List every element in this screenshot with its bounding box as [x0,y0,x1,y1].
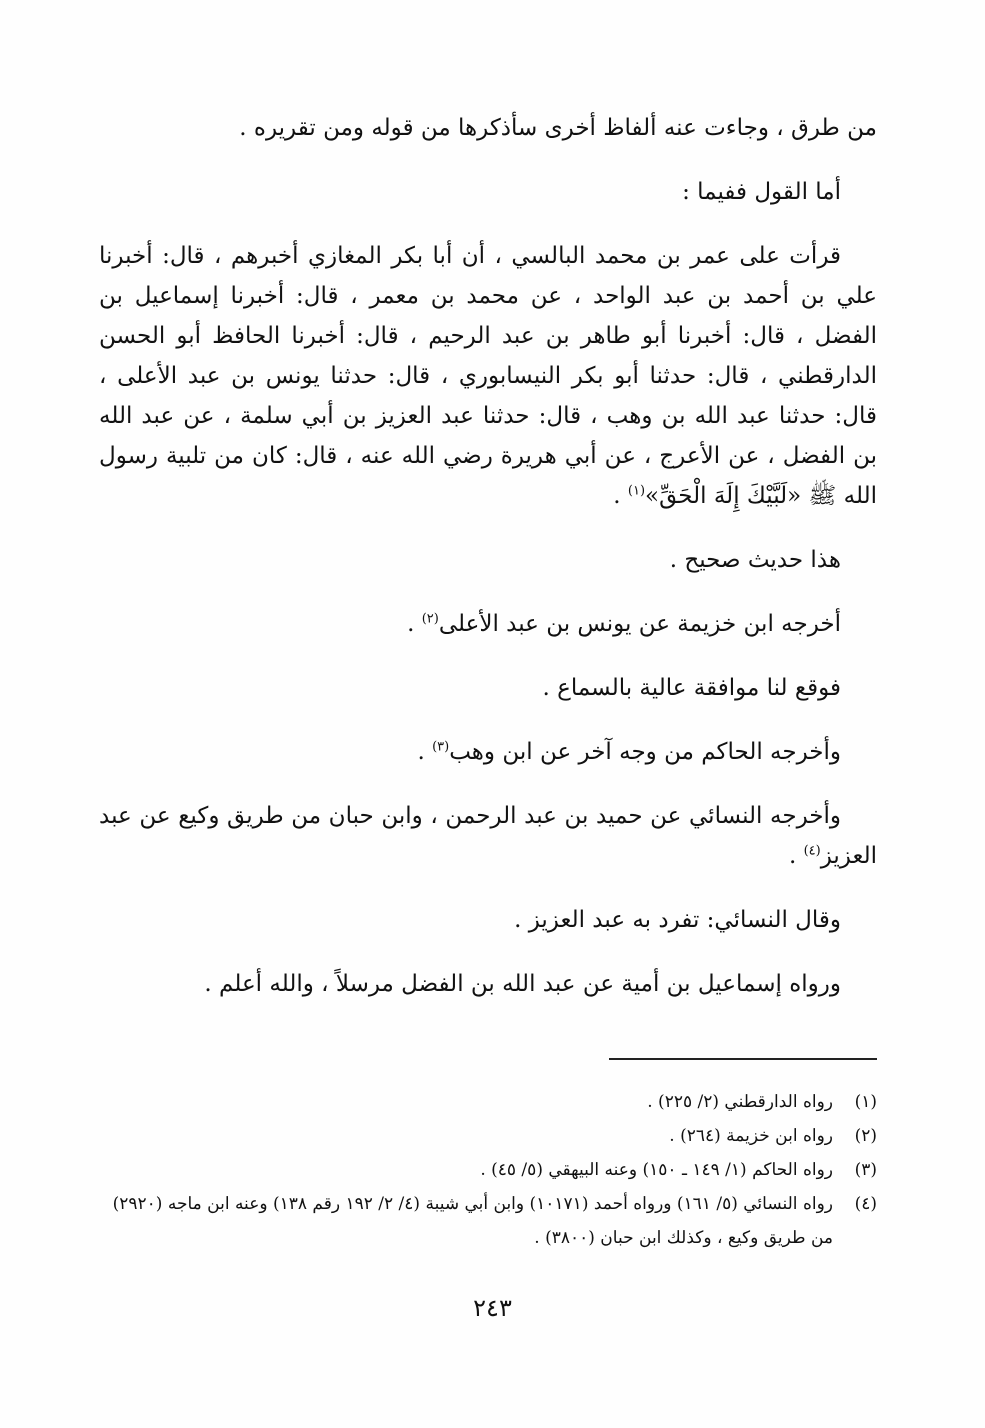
paragraph-ibn-khuzayma [99,604,877,644]
footnote-text: رواه النسائي (٥/ ١٦١) ورواه أحمد (١٠١٧١) وابن أبي شيبة (٤/ ٢/ ١٩٢ رقم ١٣٨) وعنه ابن ماجه (٢٩٢٠) من طريق وكيع ، وكذلك ابن حبان (٣٨٠٠) . [112,1194,833,1248]
paragraph-tail: . [788,843,804,869]
paragraph-text: وقال النسائي: تفرد به عبد العزيز . [514,907,841,933]
paragraph-mursal [99,964,877,1004]
paragraph-hukm [99,540,877,580]
paragraph-text: ورواه إسماعيل بن أمية عن عبد الله بن الفضل مرسلاً ، والله أعلم . [204,971,841,997]
footnotes-section [99,1085,877,1255]
footnote-text: رواه ابن خزيمة (٢٦٤) . [669,1126,833,1146]
footnote-marker-2[interactable]: (٢) [421,611,439,627]
main-text [99,108,877,1028]
paragraph-text: وأخرجه الحاكم من وجه آخر عن ابن وهب [449,739,841,765]
footnote-marker-1[interactable]: (١) [627,483,646,499]
paragraph-text: قرأت على عمر بن محمد البالسي ، أن أبا بكر المغازي أخبرهم ، قال: أخبرنا علي بن أحمد بن عبد الواحد ، عن محمد بن معمر ، قال: أخبرنا إسماعيل بن الفضل ، قال: أخبرنا أبو طاهر بن عبد الرحيم ، قال: أخبرنا الحافظ أبو الحسن الدارقطني ، قال: حدثنا أبو بكر النيسابوري ، قال: حدثنا يونس بن عبد الأعلى ، قال: حدثنا عبد الله بن وهب ، قال: حدثنا عبد العزيز بن أبي سلمة ، عن عبد الله بن الفضل ، عن الأعرج ، عن أبي هريرة رضي الله عنه ، قال: كان من تلبية رسول الله ﷺ «لَبَّيْكَ إِلَهَ الْحَقِّ» [99,243,877,509]
footnote-marker-4[interactable]: (٤) [803,843,821,859]
paragraph-tail: . [407,611,422,637]
footnote-number: (٤) [854,1194,877,1214]
paragraph-text: وأخرجه النسائي عن حميد بن عبد الرحمن ، وابن حبان من طريق وكيع عن عبد العزيز [99,803,877,869]
footnote-text: رواه الدارقطني (٢/ ٢٢٥) . [647,1092,833,1112]
paragraph-text: أما القول ففيما : [682,179,841,205]
page-number: ٢٤٣ [473,1294,512,1322]
paragraph-text: هذا حديث صحيح . [669,547,841,573]
footnote-separator [609,1058,877,1060]
paragraph-text: فوقع لنا موافقة عالية بالسماع . [542,675,841,701]
footnote-item [99,1085,877,1119]
footnote-number: (٢) [854,1126,877,1146]
paragraph-tail: . [417,739,433,765]
footnote-number: (١) [854,1092,877,1112]
paragraph-text: أخرجه ابن خزيمة عن يونس بن عبد الأعلى [438,611,841,637]
paragraph-hakim [99,732,877,772]
footnote-marker-3[interactable]: (٣) [432,739,450,755]
paragraph-text: من طرق ، وجاءت عنه ألفاظ أخرى سأذكرها من قوله ومن تقريره . [239,115,877,141]
footnote-item [99,1119,877,1153]
footnote-number: (٣) [854,1160,877,1180]
paragraph-heading-qawl [99,172,877,212]
paragraph-nasai [99,796,877,876]
paragraph-isnad [99,236,877,516]
paragraph-intro [99,108,877,148]
footnote-item [99,1153,877,1187]
paragraph-muwafaqa [99,668,877,708]
paragraph-tail: . [613,483,628,509]
footnote-text: رواه الحاكم (١/ ١٤٩ ـ ١٥٠) وعنه البيهقي (٥/ ٤٥) . [480,1160,833,1180]
paragraph-tafarrud [99,900,877,940]
footnote-item [99,1187,877,1255]
